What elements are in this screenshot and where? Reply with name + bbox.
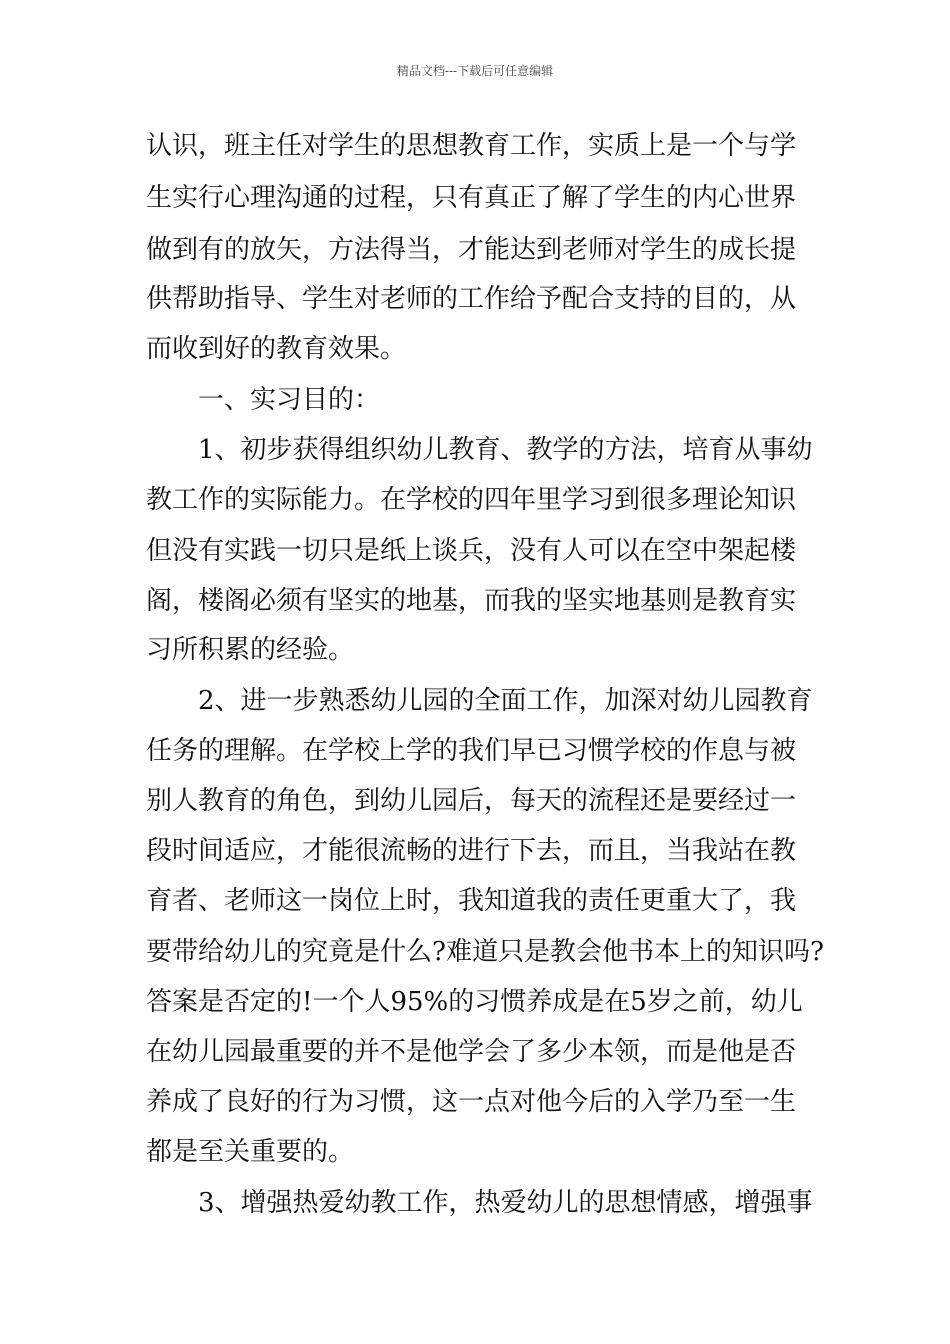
text-line: 而收到好的教育效果。 <box>146 334 407 364</box>
text-line: 都是至关重要的。 <box>146 1137 355 1167</box>
section-heading: 一、实习目的： <box>198 385 381 415</box>
text-line: 要带给幼儿的究竟是什么?难道只是教会他书本上的知识吗? <box>146 937 824 967</box>
text-line: 但没有实践一切只是纸上谈兵，没有人可以在空中架起楼 <box>146 536 797 566</box>
text-line: 在幼儿园最重要的并不是他学会了多少本领，而是他是否 <box>146 1037 797 1067</box>
text-line: 别人教育的角色，到幼儿园后，每天的流程还是要经过一 <box>146 786 797 816</box>
text-line: 任务的理解。在学校上学的我们早已习惯学校的作息与被 <box>146 736 797 766</box>
text-line: 2、进一步熟悉幼儿园的全面工作，加深对幼儿园教育 <box>198 686 813 716</box>
text-line: 3、增强热爱幼教工作，热爱幼儿的思想情感，增强事 <box>198 1188 813 1218</box>
text-line: 1、初步获得组织幼儿教育、教学的方法，培育从事幼 <box>198 435 813 465</box>
text-line: 生实行心理沟通的过程，只有真正了解了学生的内心世界 <box>146 183 797 213</box>
text-line: 做到有的放矢，方法得当，才能达到老师对学生的成长提 <box>146 235 797 265</box>
text-line: 段时间适应，才能很流畅的进行下去，而且，当我站在教 <box>146 836 797 866</box>
text-line: 习所积累的经验。 <box>146 635 355 665</box>
text-line: 供帮助指导、学生对老师的工作给予配合支持的目的，从 <box>146 284 797 314</box>
text-line: 育者、老师这一岗位上时，我知道我的责任更重大了，我 <box>146 886 797 916</box>
text-line: 阁，楼阁必须有坚实的地基，而我的坚实地基则是教育实 <box>146 586 797 616</box>
text-line: 认识，班主任对学生的思想教育工作，实质上是一个与学 <box>146 131 797 161</box>
page-header: 精品文档---下载后可任意编辑 <box>396 64 554 78</box>
text-line: 养成了良好的行为习惯，这一点对他今后的入学乃至一生 <box>146 1087 797 1117</box>
text-line: 教工作的实际能力。在学校的四年里学习到很多理论知识 <box>146 485 797 515</box>
text-line: 答案是否定的!一个人95%的习惯养成是在5岁之前，幼儿 <box>146 987 803 1017</box>
